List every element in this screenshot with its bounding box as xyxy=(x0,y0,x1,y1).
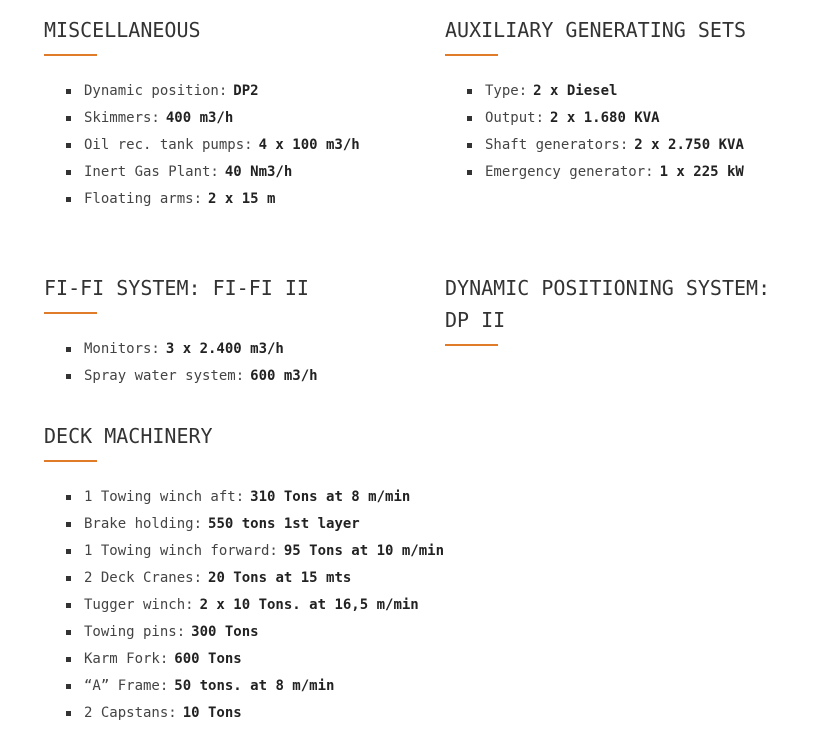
section-divider xyxy=(44,312,97,314)
spec-list xyxy=(44,484,604,727)
spec-list xyxy=(44,336,404,390)
list-item: Floating arms: 2 x 15 m xyxy=(44,186,384,213)
spec-list xyxy=(445,78,790,186)
section-miscellaneous xyxy=(44,14,384,213)
list-item: Monitors: 3 x 2.400 m3/h xyxy=(44,336,404,363)
section-title: MISCELLANEOUS xyxy=(44,18,201,42)
section-title: DYNAMIC POSITIONING SYSTEM: DP II xyxy=(445,276,771,332)
list-item: Oil rec. tank pumps: 4 x 100 m3/h xyxy=(44,132,384,159)
list-item: 2 Capstans: 10 Tons xyxy=(44,700,604,727)
section-divider xyxy=(44,460,97,462)
section-title: AUXILIARY GENERATING SETS xyxy=(445,18,747,42)
list-item: Output: 2 x 1.680 KVA xyxy=(445,105,790,132)
section-fifi-system xyxy=(44,272,404,390)
section-auxiliary-generating-sets xyxy=(445,14,790,186)
section-divider xyxy=(44,54,97,56)
list-item: Dynamic position: DP2 xyxy=(44,78,384,105)
list-item: Inert Gas Plant: 40 Nm3/h xyxy=(44,159,384,186)
list-item: Karm Fork: 600 Tons xyxy=(44,646,604,673)
section-title: DECK MACHINERY xyxy=(44,424,213,448)
spec-list xyxy=(44,78,384,213)
section-dynamic-positioning-system xyxy=(445,272,790,346)
list-item: Brake holding: 550 tons 1st layer xyxy=(44,511,604,538)
list-item: Spray water system: 600 m3/h xyxy=(44,363,404,390)
list-item: 1 Towing winch aft: 310 Tons at 8 m/min xyxy=(44,484,604,511)
list-item: Emergency generator: 1 x 225 kW xyxy=(445,159,790,186)
section-deck-machinery xyxy=(44,420,604,727)
list-item: “A” Frame: 50 tons. at 8 m/min xyxy=(44,673,604,700)
list-item: Towing pins: 300 Tons xyxy=(44,619,604,646)
section-divider xyxy=(445,54,498,56)
list-item: Skimmers: 400 m3/h xyxy=(44,105,384,132)
section-title: FI-FI SYSTEM: FI-FI II xyxy=(44,276,309,300)
list-item: Shaft generators: 2 x 2.750 KVA xyxy=(445,132,790,159)
section-divider xyxy=(445,344,498,346)
list-item: 1 Towing winch forward: 95 Tons at 10 m/min xyxy=(44,538,604,565)
list-item: Tugger winch: 2 x 10 Tons. at 16,5 m/min xyxy=(44,592,604,619)
list-item: Type: 2 x Diesel xyxy=(445,78,790,105)
list-item: 2 Deck Cranes: 20 Tons at 15 mts xyxy=(44,565,604,592)
